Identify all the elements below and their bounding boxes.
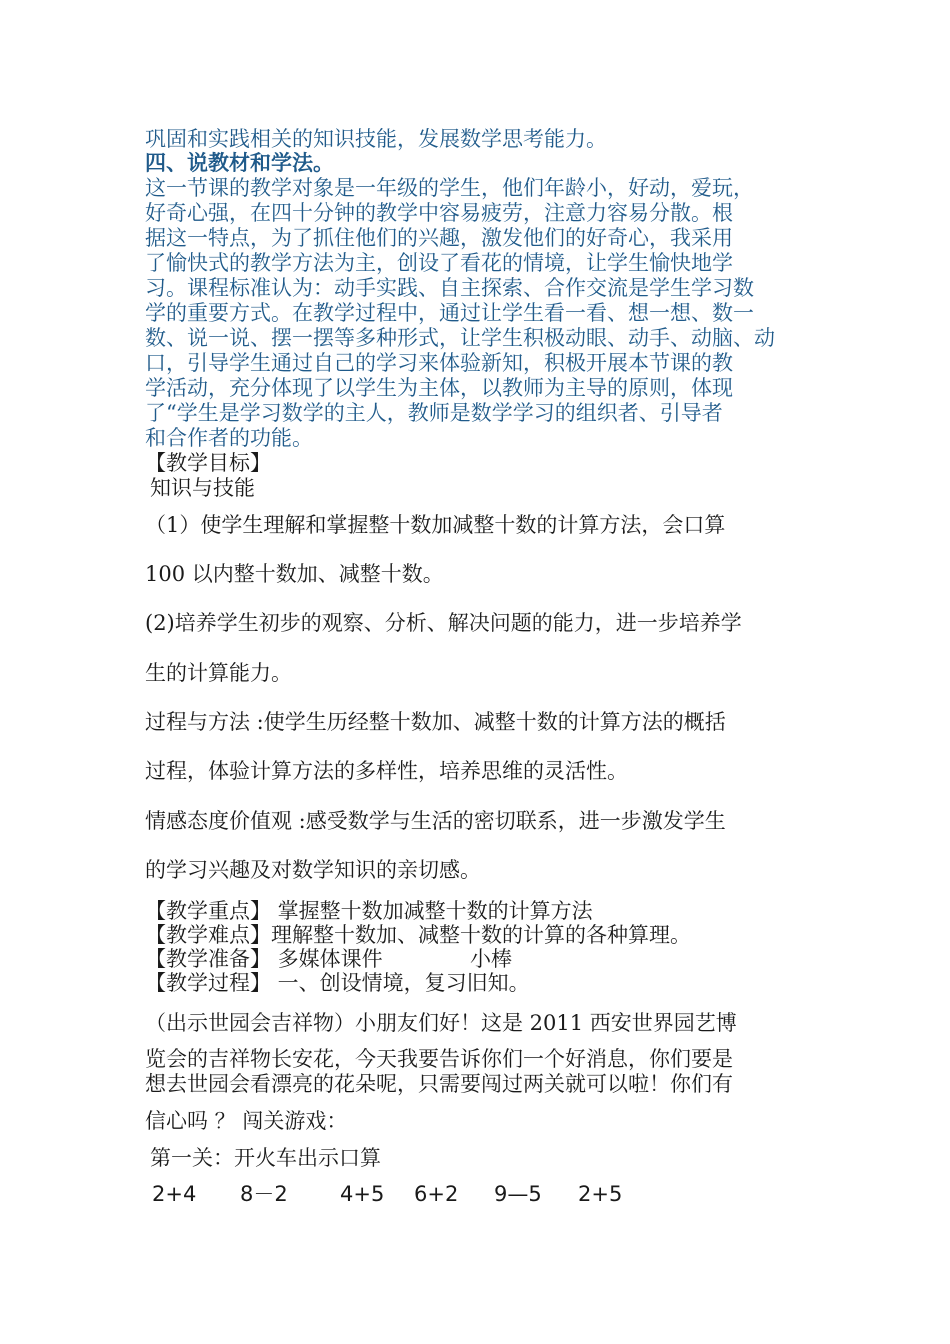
- goal-line: 的学习兴趣及对数学知识的亲切感。: [145, 858, 481, 882]
- paragraph-line: 学活动，充分体现了以学生为主体，以教师为主导的原则，体现: [145, 376, 733, 400]
- paragraph-line: 数、说一说、摆一摆等多种形式，让学生积极动眼、动手、动脑、动: [145, 326, 775, 350]
- equation: 9—5: [494, 1182, 542, 1206]
- goal-line: 生的计算能力。: [145, 661, 292, 685]
- paragraph-line: 和合作者的功能。: [145, 426, 313, 450]
- key-point-line: 【教学重点】 掌握整十数加减整十数的计算方法: [145, 899, 593, 923]
- goals-subheading: 知识与技能: [150, 476, 255, 500]
- process-line: 信心吗 ？ 闯关游戏：: [145, 1109, 348, 1133]
- paragraph-line: 习。课程标准认为：动手实践、自主探索、合作交流是学生学习数: [145, 276, 754, 300]
- process-line: （出示世园会吉祥物）小朋友们好！这是 2011 西安世界园艺博: [145, 1011, 737, 1035]
- goal-line: 过程，体验计算方法的多样性，培养思维的灵活性。: [145, 759, 628, 783]
- paragraph-line: 这一节课的教学对象是一年级的学生，他们年龄小，好动，爱玩，: [145, 176, 754, 200]
- paragraph-line: 好奇心强，在四十分钟的教学中容易疲劳，注意力容易分散。根: [145, 201, 733, 225]
- goal-line: 情感态度价值观 :感受数学与生活的密切联系，进一步激发学生: [145, 809, 726, 833]
- difficulty-line: 【教学难点】理解整十数加、减整十数的计算的各种算理。: [145, 923, 691, 947]
- goal-line: （1）使学生理解和掌握整十数加减整十数的计算方法，会口算: [145, 513, 726, 537]
- equation: 8－2: [240, 1182, 288, 1206]
- section-heading: 四、说教材和学法。: [145, 150, 334, 175]
- process-heading: 【教学过程】 一、创设情境，复习旧知。: [145, 971, 530, 995]
- preparation-item: 小棒: [470, 947, 512, 971]
- goals-heading: 【教学目标】: [145, 451, 271, 475]
- equation: 4+5: [340, 1182, 385, 1206]
- goal-line: 100 以内整十数加、减整十数。: [145, 562, 444, 586]
- equation: 6+2: [414, 1182, 459, 1206]
- goal-line: (2)培养学生初步的观察、分析、解决问题的能力，进一步培养学: [145, 611, 742, 635]
- paragraph-line: 学的重要方式。在教学过程中，通过让学生看一看、想一想、数一: [145, 301, 754, 325]
- goal-line: 过程与方法 :使学生历经整十数加、减整十数的计算方法的概括: [145, 710, 726, 734]
- paragraph-line: 据这一特点，为了抓住他们的兴趣，激发他们的好奇心，我采用: [145, 226, 733, 250]
- paragraph-line: 了愉快式的教学方法为主，创设了看花的情境，让学生愉快地学: [145, 251, 733, 275]
- process-line: 想去世园会看漂亮的花朵呢，只需要闯过两关就可以啦！你们有: [145, 1072, 733, 1096]
- equation: 2+4: [152, 1182, 197, 1206]
- first-level-heading: 第一关：开火车出示口算: [150, 1146, 381, 1170]
- equation: 2+5: [578, 1182, 623, 1206]
- preparation-line: 【教学准备】 多媒体课件: [145, 947, 383, 971]
- paragraph-line: 口，引导学生通过自己的学习来体验新知，积极开展本节课的教: [145, 351, 733, 375]
- paragraph-line: 了“学生是学习数学的主人，教师是数学学习的组织者、引导者: [145, 401, 723, 425]
- paragraph-line: 巩固和实践相关的知识技能，发展数学思考能力。: [145, 127, 607, 151]
- process-line: 览会的吉祥物长安花，今天我要告诉你们一个好消息，你们要是: [145, 1047, 733, 1071]
